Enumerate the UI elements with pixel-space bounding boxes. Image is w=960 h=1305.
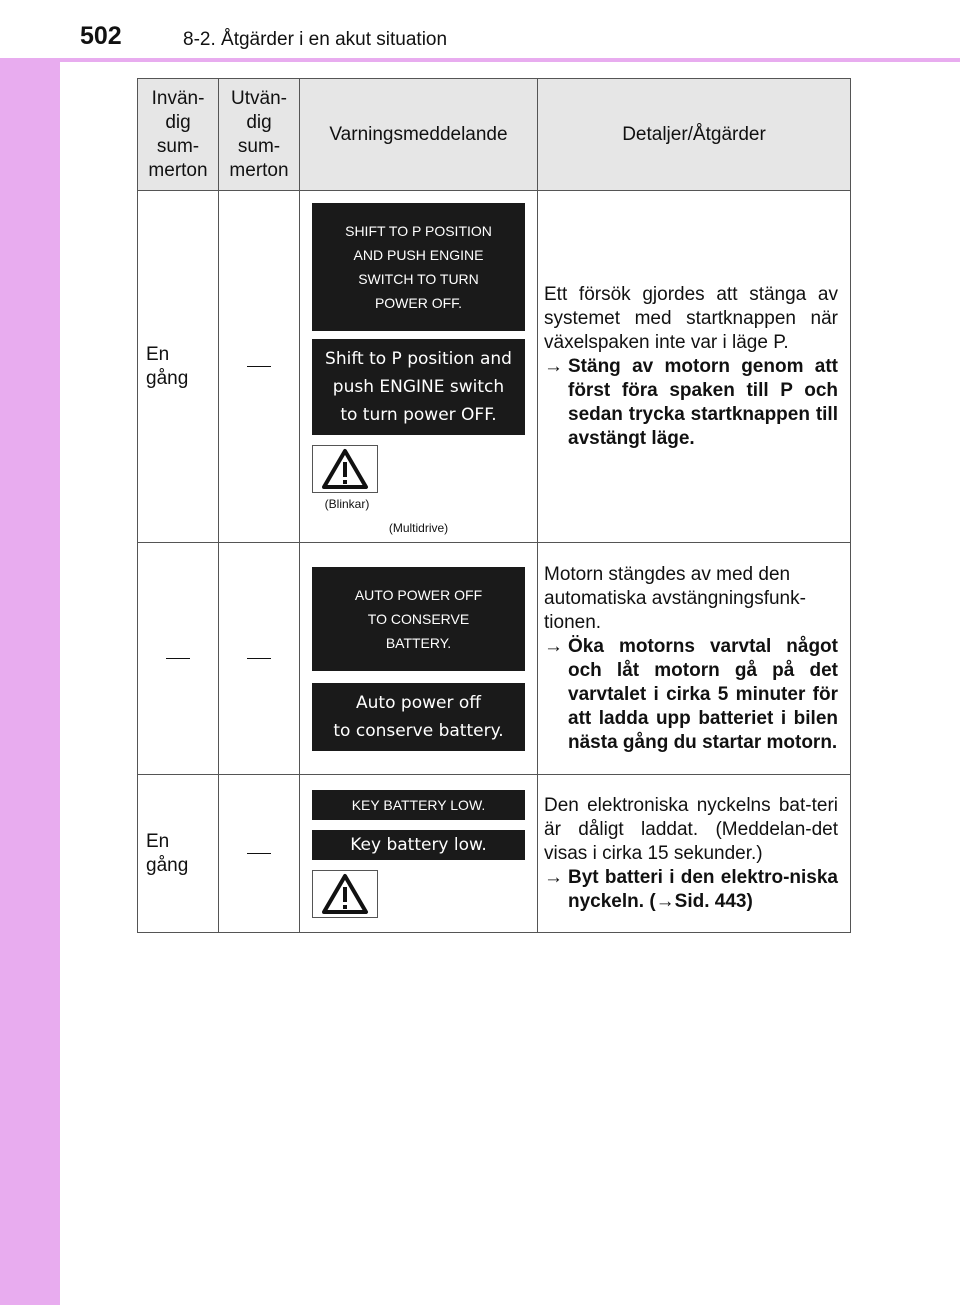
action-text: Stäng av motorn genom att först föra spaken till P och sedan trycka startknappen till avstängt läge.	[568, 355, 838, 449]
warning-message-cell	[300, 543, 538, 775]
details-cell	[538, 775, 851, 933]
arrow-right-icon: →	[544, 355, 563, 377]
col-details-actions: Detaljer/Åtgärder	[538, 79, 851, 191]
page-number: 502	[80, 22, 122, 50]
arrow-right-icon: →	[544, 635, 563, 657]
warning-triangle-icon	[312, 870, 378, 918]
exterior-buzzer-cell	[219, 775, 300, 933]
side-tab-band	[0, 0, 60, 1305]
interior-buzzer-cell	[138, 543, 219, 775]
warning-triangle-icon	[312, 445, 378, 493]
lcd-message-display: AUTO POWER OFF TO CONSERVE BATTERY.	[312, 567, 525, 671]
exterior-buzzer-cell	[219, 543, 300, 775]
action-text: Öka motorns varvtal något och låt motorn gå på det varvtalet i cirka 5 minuter för att ladda upp batteriet i bilen nästa gång du startar motorn.	[568, 635, 838, 753]
table-row	[138, 191, 851, 543]
section-title: 8-2. Åtgärder i en akut situation	[183, 29, 448, 50]
dash-mark	[247, 658, 271, 659]
action-item	[544, 635, 838, 755]
action-text: Byt batteri i den elektro-niska nyckeln. (→Sid. 443)	[568, 866, 838, 912]
multidrive-message-display: Key battery low.	[312, 830, 525, 860]
warning-message-cell	[300, 191, 538, 543]
table-row	[138, 775, 851, 933]
details-cell	[538, 543, 851, 775]
warning-message-cell	[300, 775, 538, 933]
detail-text: Ett försök gjordes att stänga av systemet med startknappen när växelspaken inte var i läge P.	[544, 283, 838, 353]
exterior-buzzer-cell	[219, 191, 300, 543]
interior-buzzer-cell: En gång	[138, 775, 219, 933]
header-rule	[0, 58, 960, 62]
table-row	[138, 543, 851, 775]
action-item	[544, 355, 838, 451]
detail-text: Den elektroniska nyckelns bat-teri är dåligt laddat. (Meddelan-det visas i cirka 15 sekunder.)	[544, 794, 838, 864]
col-exterior-buzzer: Utvän- dig sum- merton	[219, 79, 300, 191]
table-header-row	[138, 79, 851, 191]
detail-text: Motorn stängdes av med den automatiska avstängningsfunk-tionen.	[544, 563, 806, 633]
col-interior-buzzer: Invän- dig sum- merton	[138, 79, 219, 191]
lcd-message-display: SHIFT TO P POSITION AND PUSH ENGINE SWITCH TO TURN POWER OFF.	[312, 203, 525, 331]
header-bar	[0, 0, 960, 60]
warning-message-table	[137, 78, 851, 933]
dash-mark	[166, 658, 190, 659]
dash-mark	[247, 853, 271, 854]
interior-buzzer-cell: En gång	[138, 191, 219, 543]
blink-caption: (Blinkar)	[324, 496, 370, 511]
multidrive-message-display: Auto power off to conserve battery.	[312, 683, 525, 751]
multidrive-caption: (Multidrive)	[388, 520, 449, 535]
col-warning-message: Varningsmeddelande	[300, 79, 538, 191]
lcd-message-display: KEY BATTERY LOW.	[312, 790, 525, 820]
warning-icon-group	[312, 445, 382, 511]
multidrive-message-display: Shift to P position and push ENGINE switch to turn power OFF.	[312, 339, 525, 435]
arrow-right-icon: →	[544, 866, 563, 888]
action-item	[544, 866, 838, 914]
details-cell	[538, 191, 851, 543]
dash-mark	[247, 366, 271, 367]
